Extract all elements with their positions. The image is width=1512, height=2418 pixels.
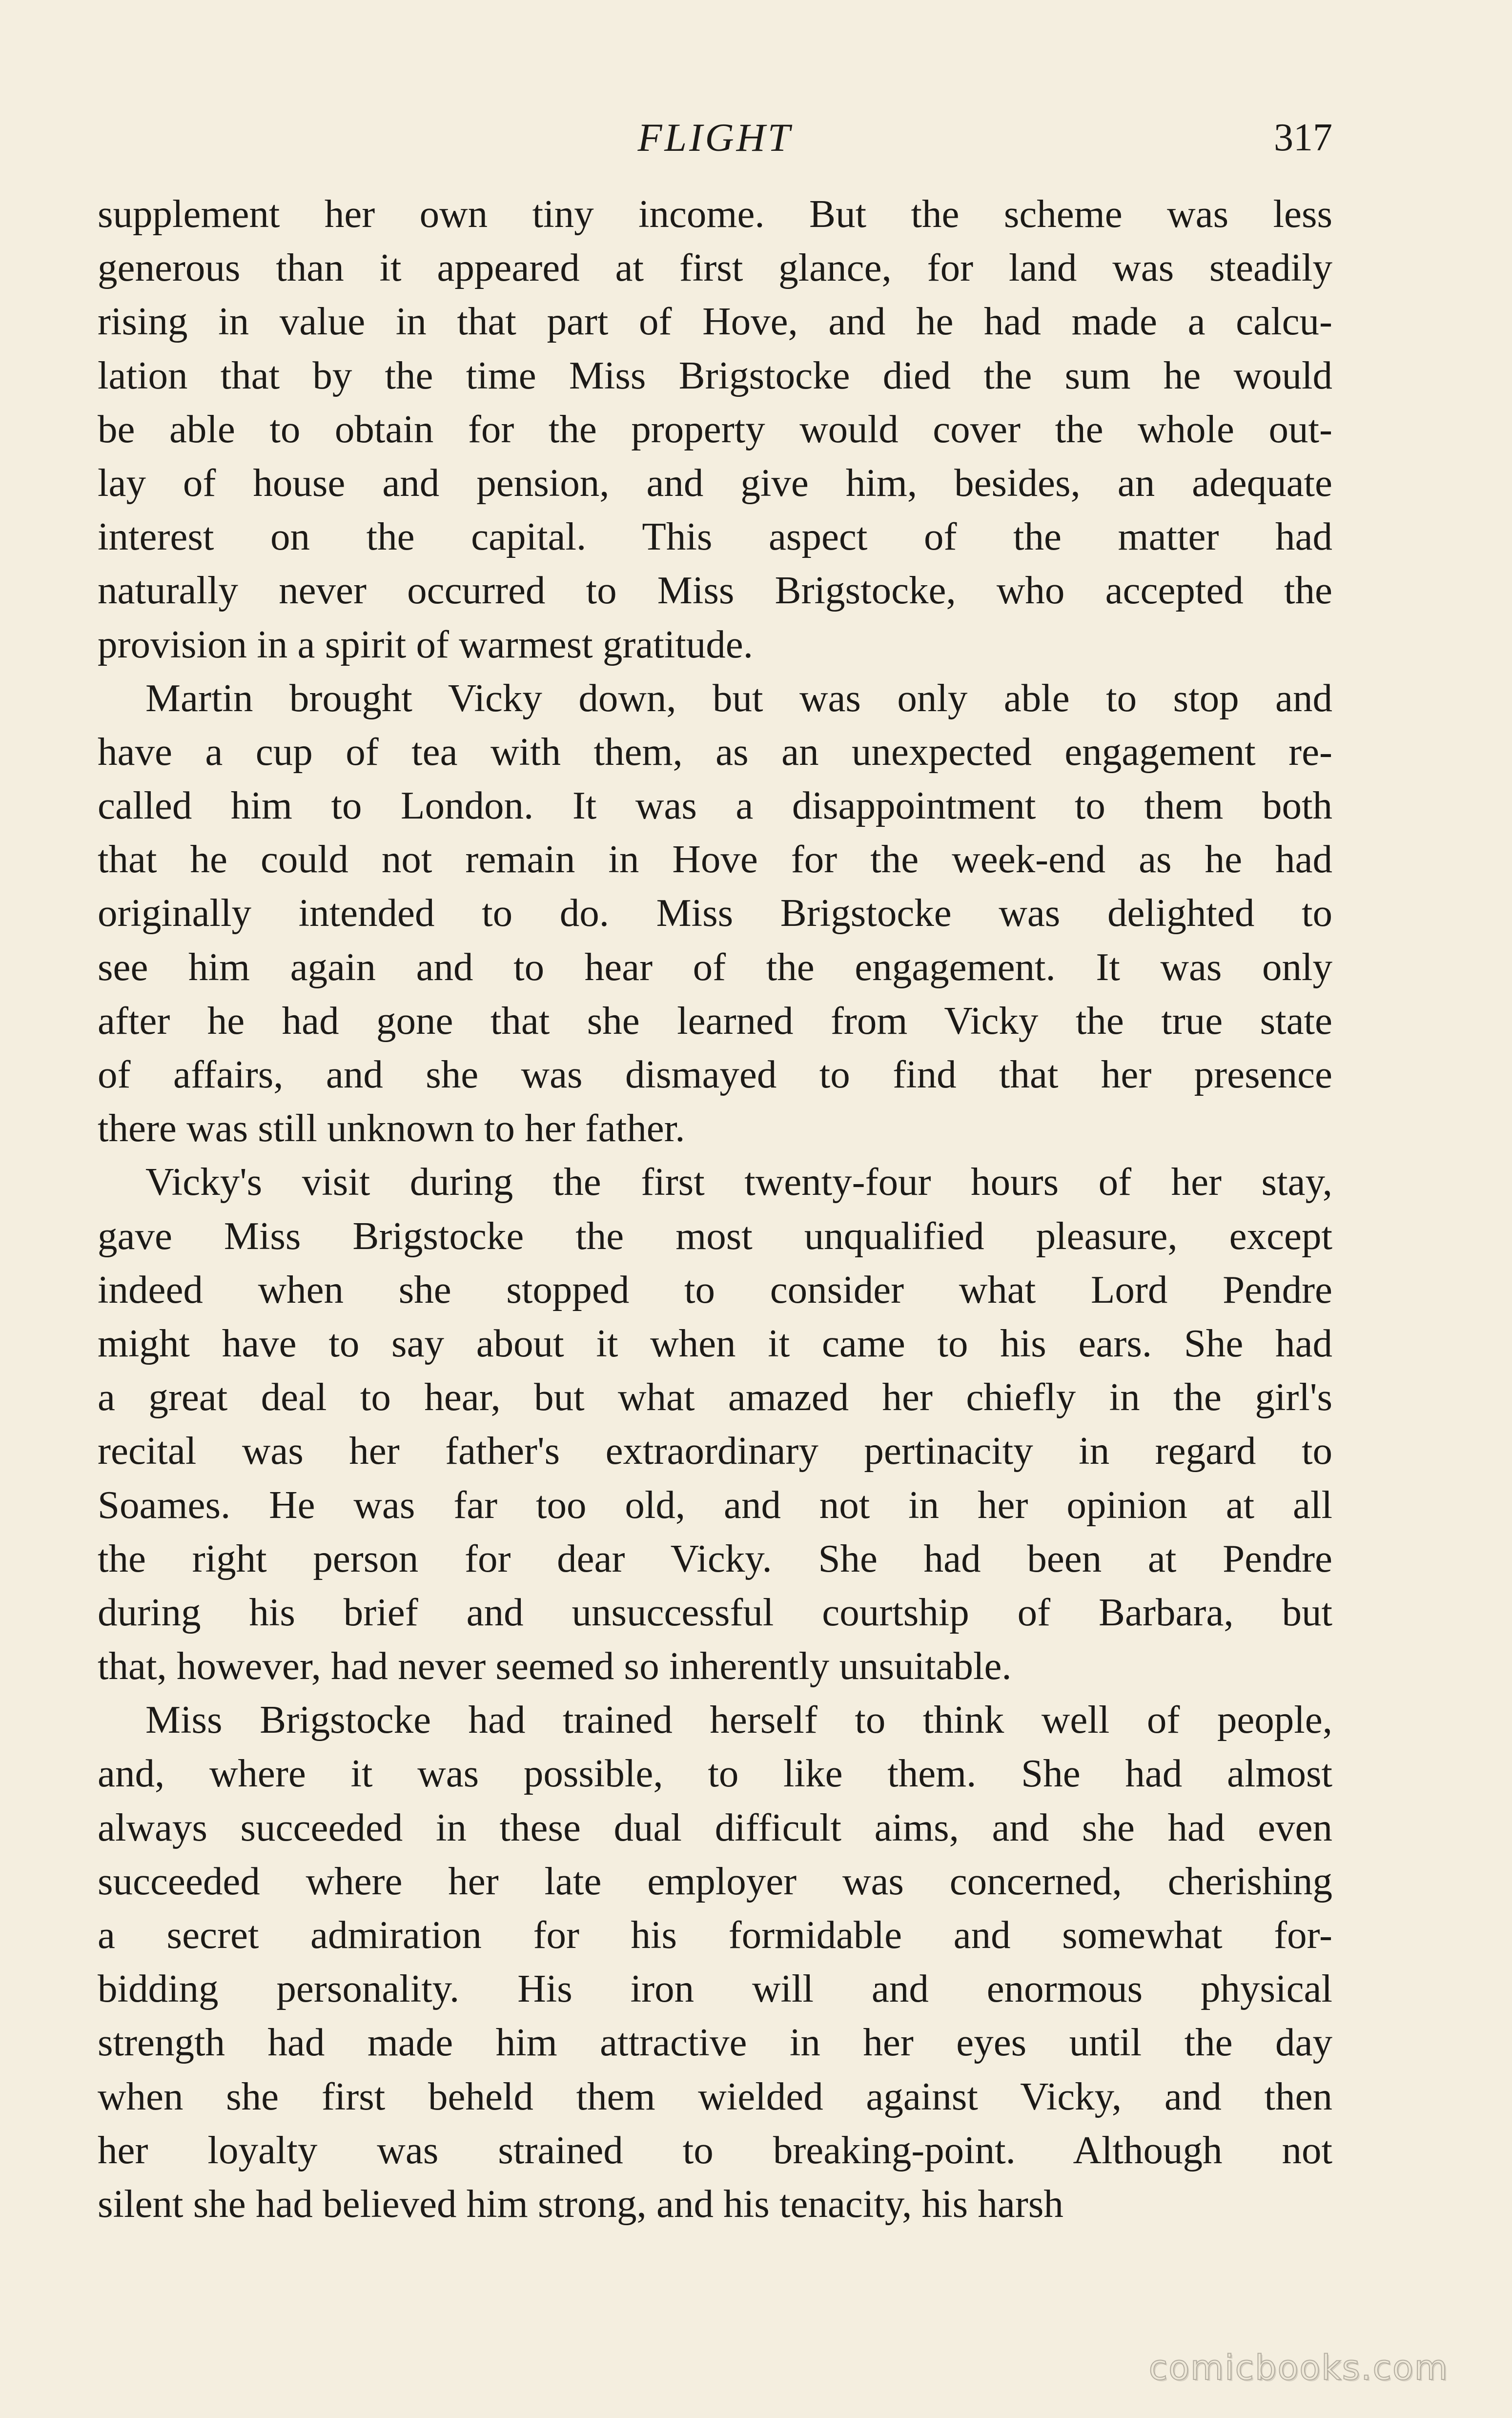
text-line: silent she had believed him strong, and his tenacity, his harsh (98, 2181, 1063, 2226)
text-line: interest on the capital. This aspect of the matter had (98, 514, 1332, 559)
text-line: there was still unknown to her father. (98, 1106, 685, 1150)
text-line: bidding personality. His iron will and enormous physical (98, 1967, 1332, 2011)
text-line: lation that by the time Miss Brigstocke died the sum he would (98, 353, 1332, 397)
text-line: always succeeded in these dual difficult aims, and she had even (98, 1805, 1332, 1849)
text-line: strength had made him attractive in her eyes until the day (98, 2020, 1332, 2065)
text-line: supplement her own tiny income. But the scheme was less (98, 192, 1332, 236)
text-line: when she first beheld them wielded against Vicky, and then (98, 2074, 1332, 2118)
paragraph (98, 1155, 1332, 1693)
text-line: gave Miss Brigstocke the most unqualified pleasure, except (98, 1213, 1332, 1258)
text-line: a great deal to hear, but what amazed her chiefly in the girl's (98, 1375, 1332, 1419)
text-line: provision in a spirit of warmest gratitude. (98, 622, 753, 666)
watermark-logo: comicbooks.com (1148, 2348, 1449, 2388)
text-line: a secret admiration for his formidable and somewhat for- (98, 1913, 1332, 1957)
text-line: during his brief and unsuccessful courtship of Barbara, but (98, 1590, 1332, 1634)
text-line: that he could not remain in Hove for the week-end as he had (98, 837, 1332, 881)
text-line: lay of house and pension, and give him, besides, an adequate (98, 460, 1332, 505)
text-line: of affairs, and she was dismayed to find that her presence (98, 1052, 1332, 1096)
text-line: Vicky's visit during the first twenty-four hours of her stay, (145, 1160, 1332, 1204)
text-line: see him again and to hear of the engagement. It was only (98, 944, 1332, 989)
text-line: originally intended to do. Miss Brigstocke was delighted to (98, 891, 1332, 935)
text-line: and, where it was possible, to like them. She had almost (98, 1751, 1332, 1796)
text-line: Martin brought Vicky down, but was only able to stop and (145, 676, 1332, 720)
body-text (98, 187, 1332, 2231)
text-line: that, however, had never seemed so inherently unsuitable. (98, 1644, 1012, 1688)
text-line: the right person for dear Vicky. She had been at Pendre (98, 1536, 1332, 1580)
paragraph (98, 1693, 1332, 2231)
text-line: have a cup of tea with them, as an unexpected engagement re- (98, 729, 1332, 774)
text-line: indeed when she stopped to consider what Lord Pendre (98, 1267, 1332, 1311)
text-line: might have to say about it when it came to his ears. She had (98, 1321, 1332, 1365)
text-line: called him to London. It was a disappointment to them both (98, 783, 1332, 828)
paragraph (98, 671, 1332, 1155)
text-line: succeeded where her late employer was concerned, cherishing (98, 1859, 1332, 1903)
text-line: be able to obtain for the property would cover the whole out- (98, 407, 1332, 451)
text-line: Soames. He was far too old, and not in her opinion at all (98, 1482, 1332, 1527)
text-line: naturally never occurred to Miss Brigstocke, who accepted the (98, 568, 1332, 613)
text-line: rising in value in that part of Hove, and he had made a calcu- (98, 299, 1332, 344)
page-number: 317 (1274, 116, 1332, 159)
running-head (98, 108, 1332, 167)
text-line: recital was her father's extraordinary pertinacity in regard to (98, 1429, 1332, 1473)
text-line: generous than it appeared at first glance, for land was steadily (98, 246, 1332, 290)
text-line: her loyalty was strained to breaking-point. Although not (98, 2128, 1332, 2172)
paragraph (98, 187, 1332, 671)
text-line: Miss Brigstocke had trained herself to think well of people, (145, 1698, 1332, 1742)
running-title: FLIGHT (637, 115, 793, 160)
text-line: after he had gone that she learned from Vicky the true state (98, 998, 1332, 1043)
